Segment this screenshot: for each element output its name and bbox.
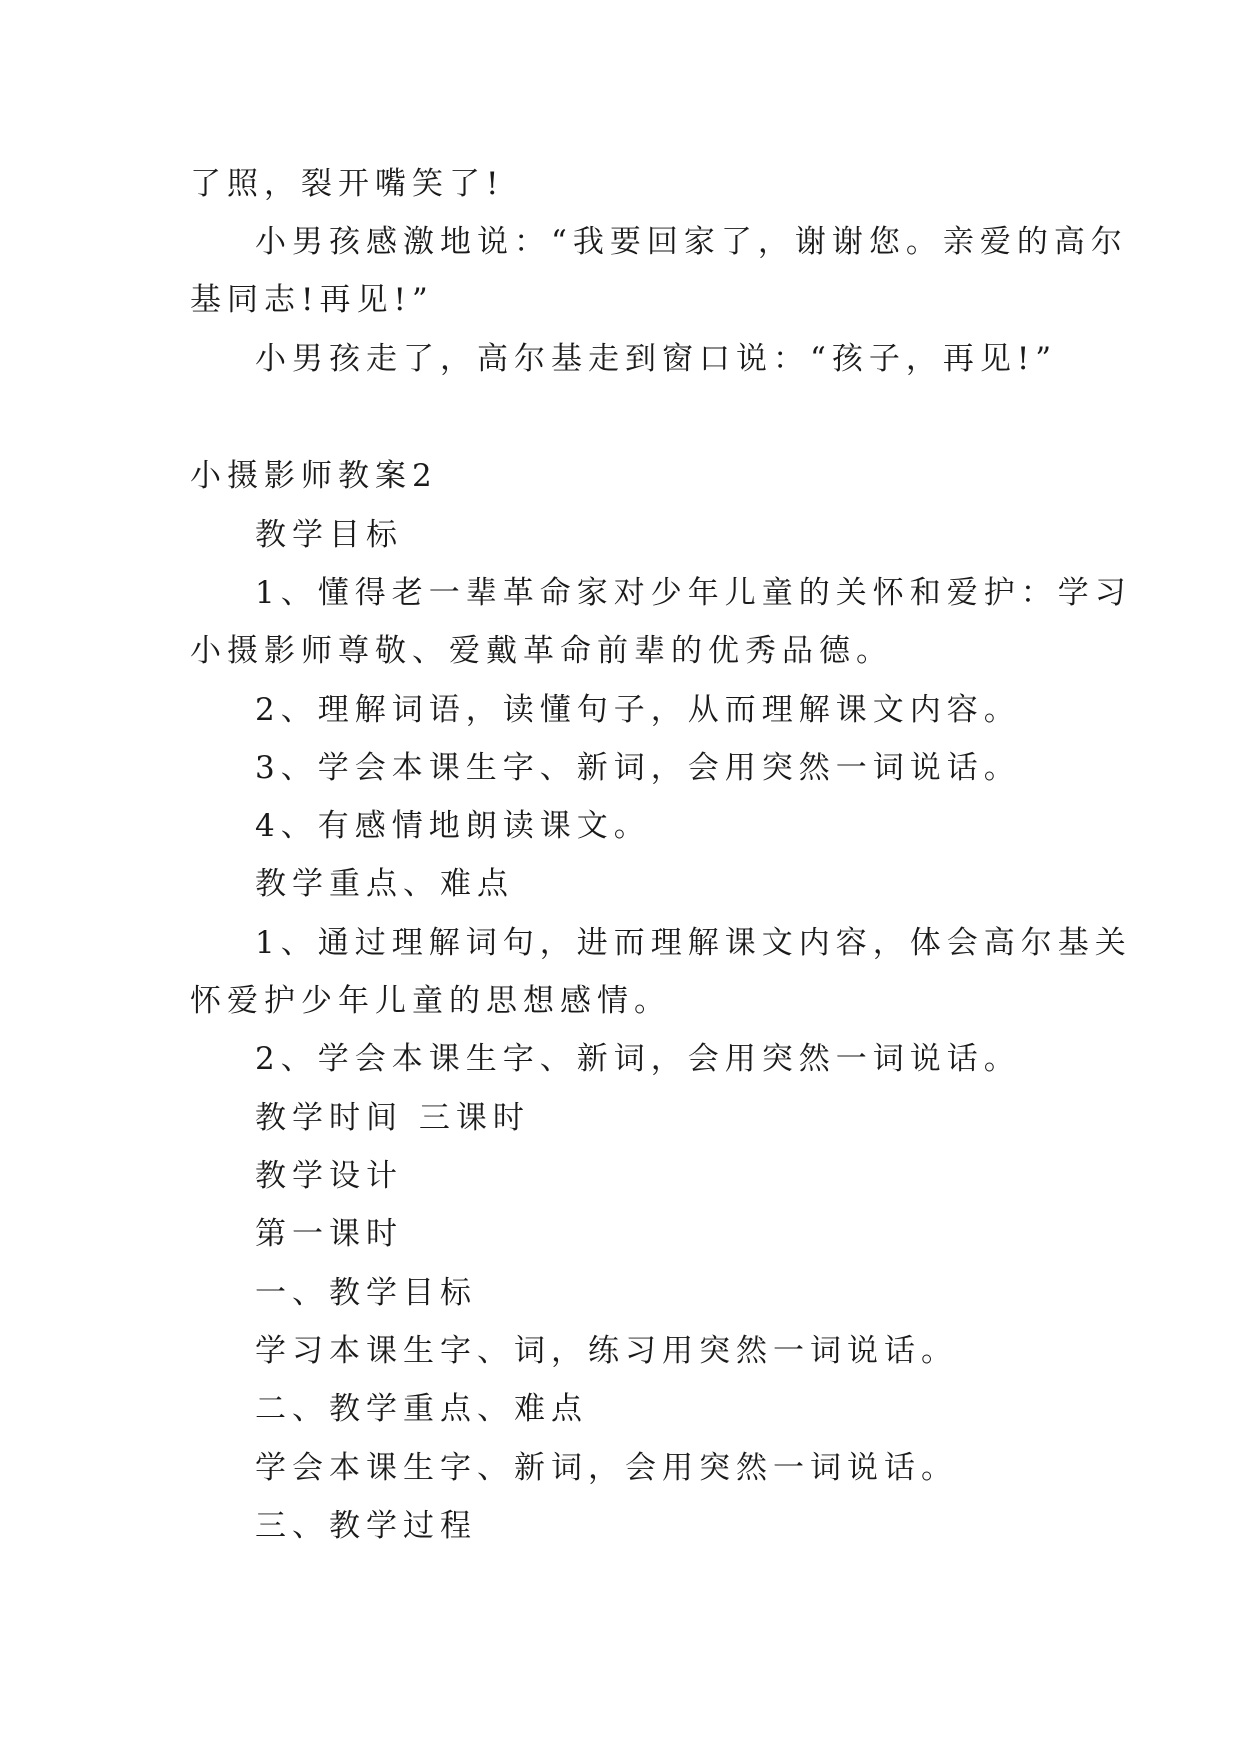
text-line: 2、理解词语，读懂句子，从而理解课文内容。 xyxy=(255,692,1021,728)
text-line: 3、学会本课生字、新词，会用突然一词说话。 xyxy=(255,750,1021,786)
section-heading: 教学时间 三课时 xyxy=(255,1100,530,1136)
text-line: 怀爱护少年儿童的思想感情。 xyxy=(190,983,671,1019)
text-line: 了照，裂开嘴笑了! xyxy=(190,166,505,202)
text-line: 4、有感情地朗读课文。 xyxy=(255,808,651,844)
text-line: 2、学会本课生字、新词，会用突然一词说话。 xyxy=(255,1041,1021,1077)
text-line: 学习本课生字、词，练习用突然一词说话。 xyxy=(255,1333,958,1369)
text-line: 1、懂得老一辈革命家对少年儿童的关怀和爱护：学习 xyxy=(255,575,1132,611)
section-heading: 一、教学目标 xyxy=(255,1275,477,1311)
section-heading: 教学目标 xyxy=(255,517,403,553)
section-heading: 第一课时 xyxy=(255,1216,403,1252)
text-line: 小摄影师尊敬、爱戴革命前辈的优秀品德。 xyxy=(190,633,893,669)
section-title: 小摄影师教案2 xyxy=(190,458,438,494)
text-line: 小男孩走了，高尔基走到窗口说：“孩子，再见!” xyxy=(255,341,1058,377)
text-line: 小男孩感激地说：“我要回家了，谢谢您。亲爱的高尔 xyxy=(255,224,1128,260)
section-heading: 二、教学重点、难点 xyxy=(255,1391,588,1427)
section-heading: 教学设计 xyxy=(255,1158,403,1194)
text-line: 基同志!再见!” xyxy=(190,282,434,318)
text-line: 1、通过理解词句，进而理解课文内容，体会高尔基关 xyxy=(255,925,1132,961)
section-heading: 三、教学过程 xyxy=(255,1508,477,1544)
section-heading: 教学重点、难点 xyxy=(255,866,514,902)
text-line: 学会本课生字、新词，会用突然一词说话。 xyxy=(255,1450,958,1486)
